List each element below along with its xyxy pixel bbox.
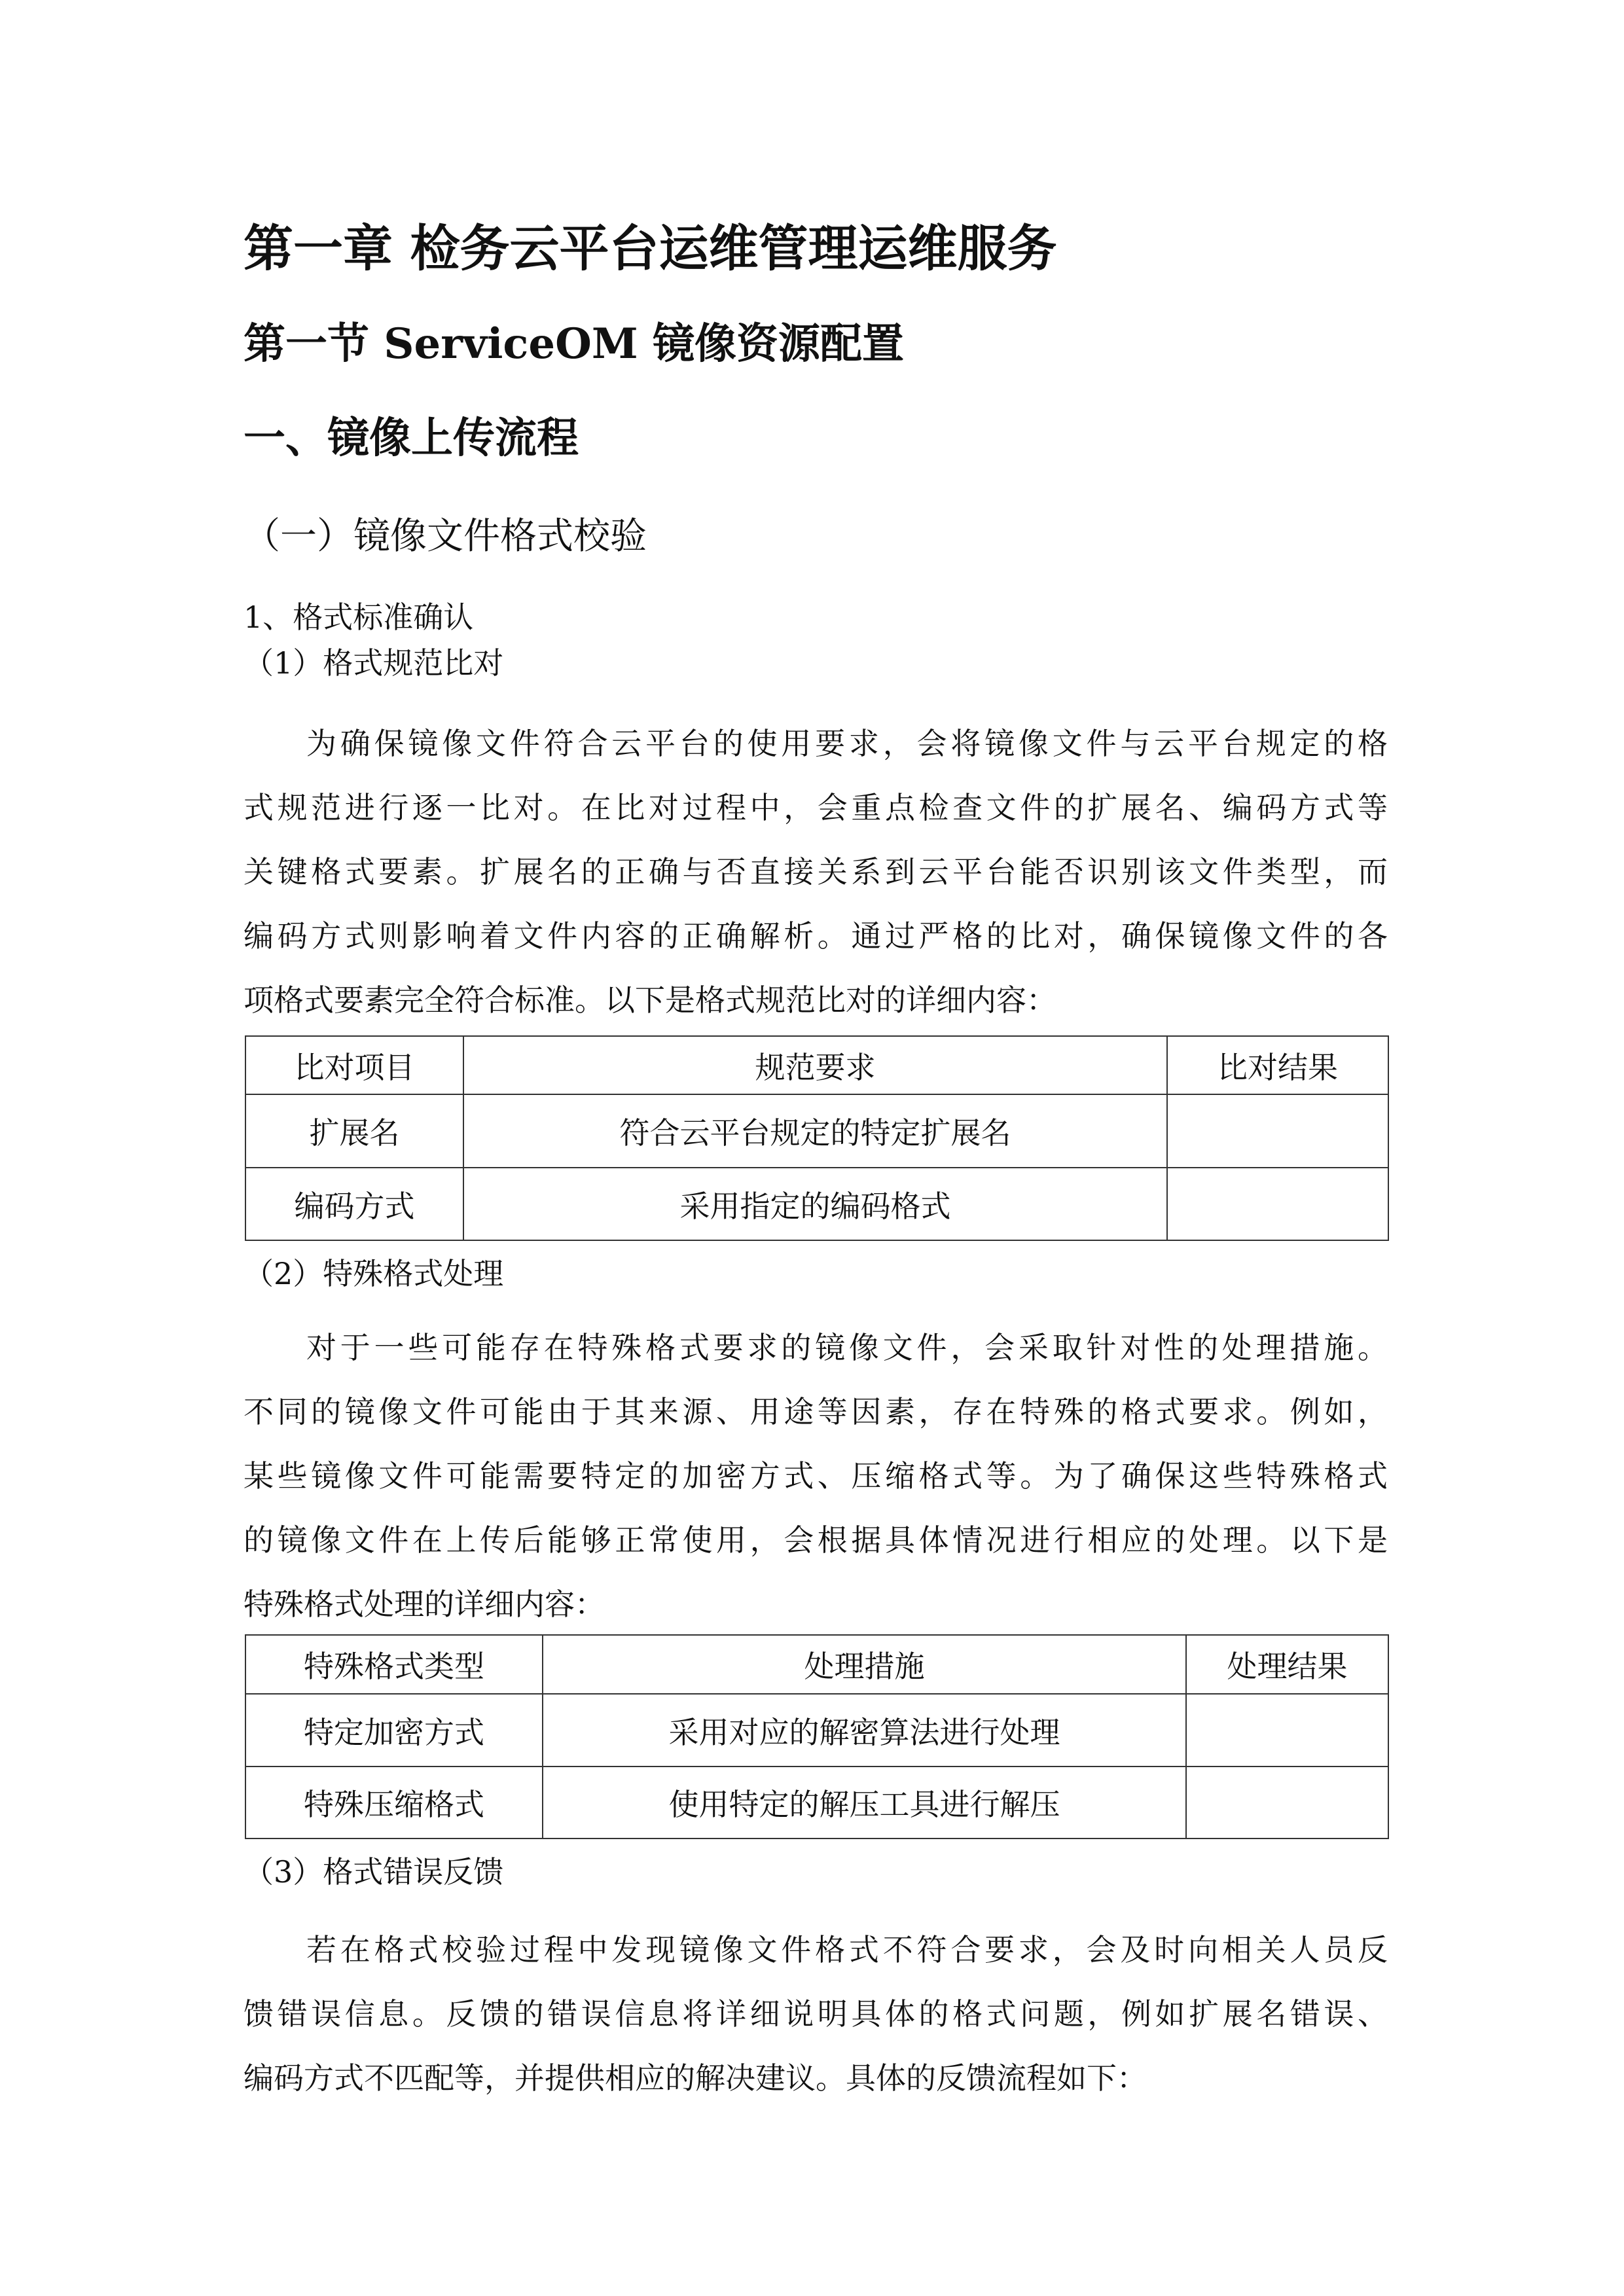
paragraph-line: 若在格式校验过程中发现镜像文件格式不符合要求，会及时向相关人员反 bbox=[306, 1932, 1388, 1967]
table-cell: 编码方式 bbox=[245, 1168, 463, 1240]
chapter-title: 第一章 检务云平台运维管理运维服务 bbox=[244, 219, 1057, 278]
table-cell: 特定加密方式 bbox=[245, 1694, 543, 1767]
table-row bbox=[245, 1694, 1388, 1767]
table-header-cell: 比对结果 bbox=[1167, 1036, 1388, 1094]
format-comparison-table bbox=[245, 1035, 1389, 1241]
paragraph-line: 特殊格式处理的详细内容： bbox=[244, 1587, 605, 1622]
table-cell bbox=[1186, 1767, 1388, 1839]
table-cell: 特殊压缩格式 bbox=[245, 1767, 543, 1839]
table-row bbox=[245, 1168, 1388, 1240]
table-header-cell: 处理措施 bbox=[543, 1635, 1186, 1694]
table-cell bbox=[1167, 1094, 1388, 1168]
paragraph-line: 对于一些可能存在特殊格式要求的镜像文件，会采取针对性的处理措施。 bbox=[306, 1330, 1388, 1365]
part1-paragraph bbox=[244, 711, 1388, 1032]
part3-paragraph bbox=[244, 1918, 1388, 2110]
subsubsection-title: （一）镜像文件格式校验 bbox=[244, 515, 647, 558]
paragraph-line: 编码方式则影响着文件内容的正确解析。通过严格的比对，确保镜像文件的各 bbox=[244, 918, 1388, 954]
paragraph-line: 项格式要素完全符合标准。以下是格式规范比对的详细内容： bbox=[244, 982, 1056, 1018]
section-title: 第一节 ServiceOM 镜像资源配置 bbox=[244, 319, 904, 368]
paragraph-line: 为确保镜像文件符合云平台的使用要求，会将镜像文件与云平台规定的格 bbox=[306, 726, 1388, 761]
part3-title: （3）格式错误反馈 bbox=[244, 1854, 504, 1890]
table-header-cell: 特殊格式类型 bbox=[245, 1635, 543, 1694]
table-cell: 使用特定的解压工具进行解压 bbox=[543, 1767, 1186, 1839]
table-cell bbox=[1186, 1694, 1388, 1767]
table-row bbox=[245, 1094, 1388, 1168]
subsection-title: 一、镜像上传流程 bbox=[244, 414, 579, 463]
table-header-row bbox=[245, 1635, 1388, 1694]
paragraph-line: 关键格式要素。扩展名的正确与否直接关系到云平台能否识别该文件类型，而 bbox=[244, 854, 1388, 889]
table-cell: 扩展名 bbox=[245, 1094, 463, 1168]
paragraph-line: 某些镜像文件可能需要特定的加密方式、压缩格式等。为了确保这些特殊格式 bbox=[244, 1458, 1388, 1494]
item-title: 1、格式标准确认 bbox=[244, 600, 474, 635]
paragraph-line: 馈错误信息。反馈的错误信息将详细说明具体的格式问题，例如扩展名错误、 bbox=[244, 1996, 1388, 2032]
table-header-cell: 规范要求 bbox=[463, 1036, 1167, 1094]
part2-paragraph bbox=[244, 1316, 1388, 1636]
table-header-cell: 比对项目 bbox=[245, 1036, 463, 1094]
paragraph-line: 不同的镜像文件可能由于其来源、用途等因素，存在特殊的格式要求。例如， bbox=[244, 1394, 1388, 1429]
paragraph-line: 编码方式不匹配等，并提供相应的解决建议。具体的反馈流程如下： bbox=[244, 2060, 1147, 2096]
table-row bbox=[245, 1767, 1388, 1839]
table-cell: 采用指定的编码格式 bbox=[463, 1168, 1167, 1240]
table-cell: 符合云平台规定的特定扩展名 bbox=[463, 1094, 1167, 1168]
part1-title: （1）格式规范比对 bbox=[244, 645, 504, 681]
paragraph-line: 式规范进行逐一比对。在比对过程中，会重点检查文件的扩展名、编码方式等 bbox=[244, 790, 1388, 825]
table-cell: 采用对应的解密算法进行处理 bbox=[543, 1694, 1186, 1767]
table-cell bbox=[1167, 1168, 1388, 1240]
paragraph-line: 的镜像文件在上传后能够正常使用，会根据具体情况进行相应的处理。以下是 bbox=[244, 1522, 1388, 1558]
table-header-row bbox=[245, 1036, 1388, 1094]
special-format-table bbox=[245, 1634, 1389, 1839]
part2-title: （2）特殊格式处理 bbox=[244, 1256, 504, 1291]
table-header-cell: 处理结果 bbox=[1186, 1635, 1388, 1694]
